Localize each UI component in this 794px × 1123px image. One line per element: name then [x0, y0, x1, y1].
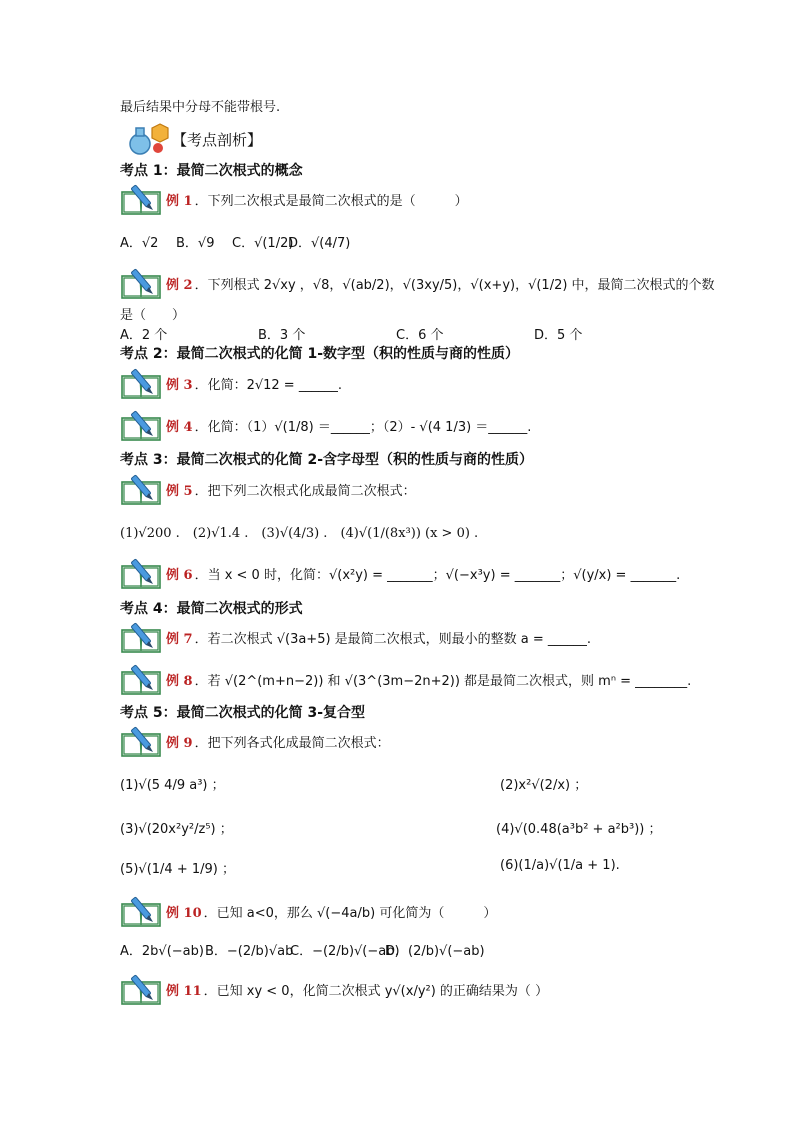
- example-label: 例 2: [166, 277, 193, 293]
- section-header: [124, 122, 262, 156]
- example-label: 例 6: [166, 567, 193, 583]
- book-pen-icon: [120, 895, 164, 927]
- example-text: ．当 x < 0 时，化简：√(x²y) = _______；√(−x³y) = _______；√(y/x) = _______.: [194, 567, 681, 583]
- book-pen-icon: [120, 725, 164, 757]
- example-text: ．下列根式 2√xy ，√8，√(ab/2)，√(3xy/5)，√(x+y)，√(1/2) 中，最简二次根式的个数: [194, 277, 715, 293]
- example-text: ．把下列各式化成最简二次根式：: [194, 735, 390, 751]
- kaodian-4-heading: 考点 4：最简二次根式的形式: [120, 601, 303, 617]
- book-pen-icon: [120, 663, 164, 695]
- example-8: [120, 662, 691, 696]
- e9-item-2: (2)x²√(2/x) ；: [500, 778, 588, 793]
- e2-option-b: B．3 个: [258, 328, 306, 343]
- kaodian-5-heading: 考点 5：最简二次根式的化简 3-复合型: [120, 705, 366, 721]
- e9-item-3: (3)√(20x²y²/z⁵) ；: [120, 822, 233, 837]
- example-label: 例 10: [166, 905, 202, 921]
- example-text: ．已知 a<0，那么 √(−4a/b) 可化简为（ ）: [203, 905, 497, 921]
- e2-option-c: C．6 个: [396, 328, 444, 343]
- book-pen-icon: [120, 267, 164, 299]
- kaodian-3-heading: 考点 3：最简二次根式的化简 2-含字母型（积的性质与商的性质）: [120, 452, 534, 468]
- section-title: 【考点剖析】: [172, 130, 263, 149]
- e1-option-a: A．√2: [120, 236, 159, 251]
- e1-option-d: D．√(4/7): [288, 236, 351, 251]
- e2-option-a: A．2 个: [120, 328, 168, 343]
- example-text: ．化简：2√12 = ______.: [194, 377, 342, 393]
- e2-option-d: D．5 个: [534, 328, 583, 343]
- e1-option-b: B．√9: [176, 236, 215, 251]
- example-1: [120, 182, 468, 216]
- example-2: [120, 266, 715, 300]
- example-text: ．化简：（1）√(1/8) ＝______；（2）- √(4 1/3) ＝______.: [194, 419, 532, 435]
- book-pen-icon: [120, 621, 164, 653]
- example-label: 例 8: [166, 673, 193, 689]
- e9-item-1: (1)√(5 4/9 a³) ；: [120, 778, 225, 793]
- e10-option-d: D．(2/b)√(−ab): [385, 944, 485, 959]
- book-pen-icon: [120, 473, 164, 505]
- example-label: 例 9: [166, 735, 193, 751]
- e9-item-5: (5)√(1/4 + 1/9) ；: [120, 862, 235, 877]
- example-label: 例 7: [166, 631, 193, 647]
- example-text: ．若 √(2^(m+n−2)) 和 √(3^(3m−2n+2)) 都是最简二次根式，则 mⁿ = ________.: [194, 673, 692, 689]
- e1-option-c: C．√(1/2): [232, 236, 294, 251]
- e9-item-4: (4)√(0.48(a³b² + a²b³)) ；: [496, 822, 662, 837]
- intro-text: 最后结果中分母不能带根号.: [120, 100, 281, 115]
- example-text: ．若二次根式 √(3a+5) 是最简二次根式，则最小的整数 a = ______.: [194, 631, 592, 647]
- book-pen-icon: [120, 409, 164, 441]
- book-pen-icon: [120, 367, 164, 399]
- example-5: [120, 472, 416, 506]
- example-11: [120, 972, 548, 1006]
- e10-option-b: B．−(2/b)√ab: [205, 944, 294, 959]
- example-label: 例 11: [166, 983, 202, 999]
- example-text: ．已知 xy < 0，化简二次根式 y√(x/y²) 的正确结果为（ ）: [203, 983, 549, 999]
- kaodian-2-heading: 考点 2：最简二次根式的化简 1-数字型（积的性质与商的性质）: [120, 346, 520, 362]
- book-pen-icon: [120, 557, 164, 589]
- example-text: ．下列二次根式是最简二次根式的是（ ）: [194, 193, 468, 209]
- flask-icon: [124, 122, 172, 156]
- example-10: [120, 894, 496, 928]
- e9-item-6: (6)(1/a)√(1/a + 1).: [500, 858, 620, 873]
- e10-option-c: C．−(2/b)√(−ab): [290, 944, 400, 959]
- e10-option-a: A．2b√(−ab): [120, 944, 204, 959]
- book-pen-icon: [120, 973, 164, 1005]
- example-label: 例 3: [166, 377, 193, 393]
- example-label: 例 4: [166, 419, 193, 435]
- example-4: [120, 408, 531, 442]
- example-label: 例 5: [166, 483, 193, 499]
- kaodian-1-heading: 考点 1：最简二次根式的概念: [120, 163, 303, 179]
- e2-continuation: 是（ ）: [120, 308, 186, 323]
- e5-items: (1)√200 . (2)√1.4 . (3)√(4/3) . (4)√(1/(8x³)) (x > 0) .: [120, 526, 479, 541]
- example-label: 例 1: [166, 193, 193, 209]
- example-3: [120, 366, 342, 400]
- example-6: [120, 556, 680, 590]
- example-text: ．把下列二次根式化成最简二次根式：: [194, 483, 416, 499]
- example-7: [120, 620, 591, 654]
- book-pen-icon: [120, 183, 164, 215]
- example-9: [120, 724, 390, 758]
